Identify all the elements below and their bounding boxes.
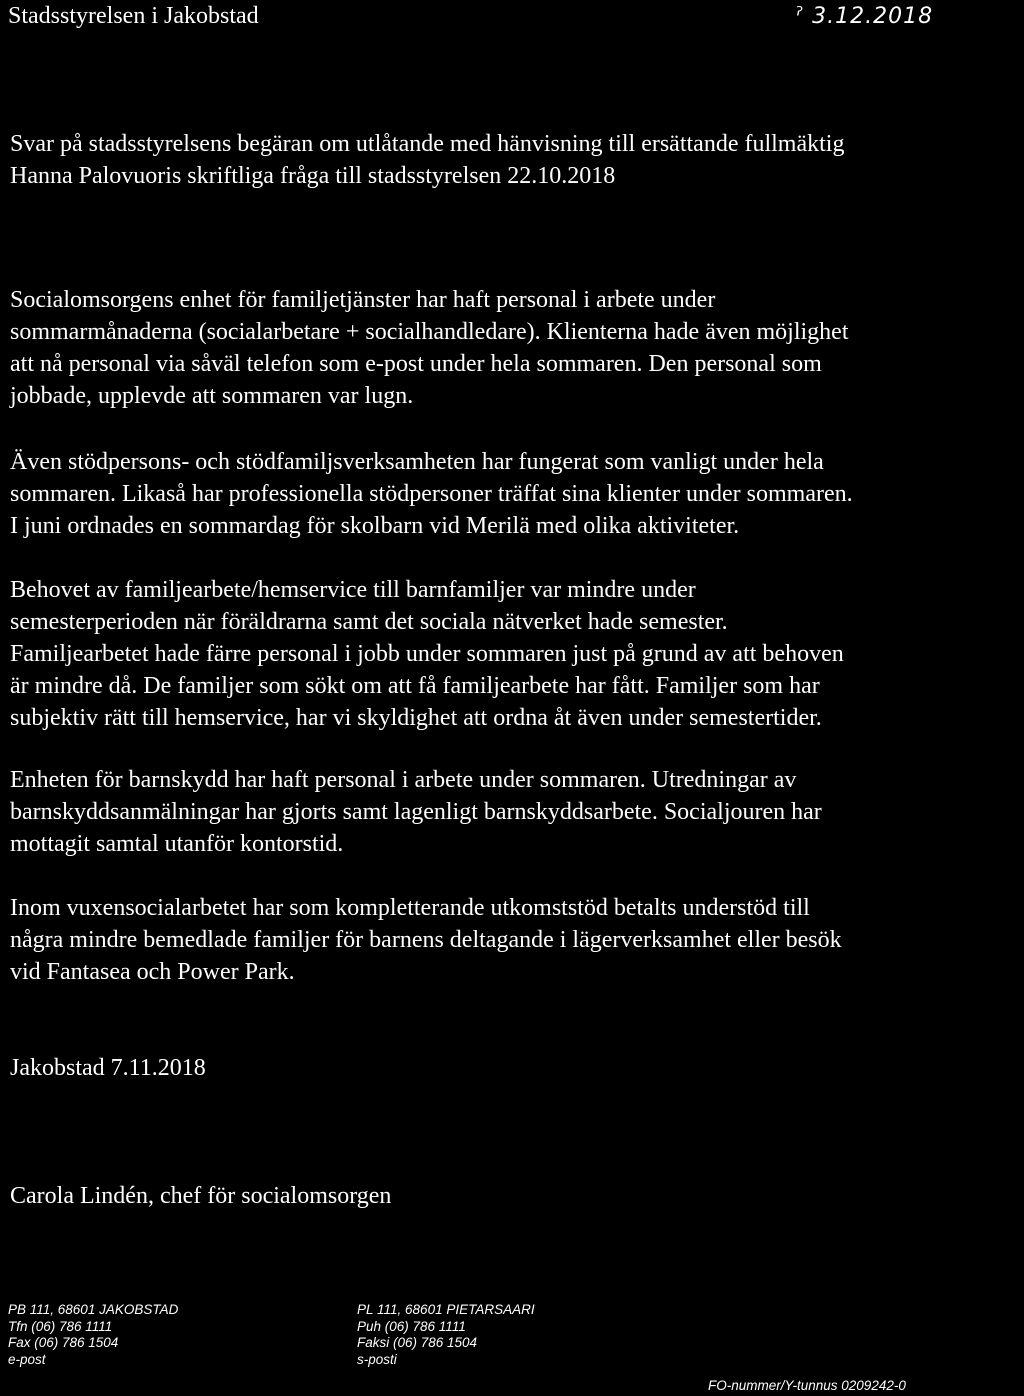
paragraph-line: några mindre bemedlade familjer för barnens deltagande i lägerverksamhet eller besök xyxy=(10,927,842,953)
paragraph-line: subjektiv rätt till hemservice, har vi skyldighet att ordna åt även under semestertider. xyxy=(10,705,822,731)
signature-line: Carola Lindén, chef för socialomsorgen xyxy=(10,1183,392,1209)
paragraph-line: Även stödpersons- och stödfamiljsverksamheten har fungerat som vanligt under hela xyxy=(10,449,824,475)
paragraph-line: Familjearbetet hade färre personal i jobb under sommaren just på grund av att behoven xyxy=(10,641,844,667)
footer-finnish-contact xyxy=(357,1302,535,1368)
paragraph-line: Socialomsorgens enhet för familjetjänster har haft personal i arbete under xyxy=(10,287,716,313)
received-date-stamp: ˀ 3.12.2018 xyxy=(795,4,934,29)
paragraph-line: vid Fantasea och Power Park. xyxy=(10,959,295,985)
footer-phone: Tfn (06) 786 1111 xyxy=(8,1318,113,1334)
paragraph-line: sommarmånaderna (socialarbetare + socialhandledare). Klienterna hade även möjlighet xyxy=(10,319,849,345)
body-paragraph-child-protection xyxy=(10,764,1022,860)
paragraph-line: är mindre då. De familjer som sökt om att få familjearbete har fått. Familjer som har xyxy=(10,673,820,699)
paragraph-line: Enheten för barnskydd har haft personal i arbete under sommaren. Utredningar av xyxy=(10,767,797,793)
footer-swedish-contact xyxy=(8,1302,178,1368)
paragraph-line: mottagit samtal utanför kontorstid. xyxy=(10,831,344,857)
paragraph-line: Inom vuxensocialarbetet har som kompletterande utkomststöd betalts understöd till xyxy=(10,895,810,921)
document-header-organization: Stadsstyrelsen i Jakobstad xyxy=(8,3,259,29)
footer-email-label: s-posti xyxy=(357,1351,397,1367)
subject-line: Hanna Palovuoris skriftliga fråga till stadsstyrelsen 22.10.2018 xyxy=(10,163,616,189)
footer-email-label: e-post xyxy=(8,1351,46,1367)
paragraph-line: I juni ordnades en sommardag för skolbarn vid Merilä med olika aktiviteter. xyxy=(10,513,740,539)
paragraph-line: semesterperioden när föräldrarna samt det sociala nätverket hade semester. xyxy=(10,609,728,635)
footer-fax: Faksi (06) 786 1504 xyxy=(357,1335,478,1350)
footer-phone: Puh (06) 786 1111 xyxy=(357,1318,466,1334)
body-paragraph-adult-social-work xyxy=(10,892,1022,988)
footer-fax: Fax (06) 786 1504 xyxy=(8,1335,119,1350)
paragraph-line: jobbade, upplevde att sommaren var lugn. xyxy=(10,383,414,409)
footer-address: PB 111, 68601 JAKOBSTAD xyxy=(8,1302,179,1317)
body-paragraph-family-work xyxy=(10,574,1022,734)
document-subject xyxy=(10,128,1020,192)
place-and-date: Jakobstad 7.11.2018 xyxy=(10,1055,206,1081)
subject-line: Svar på stadsstyrelsens begäran om utlåtande med hänvisning till ersättande fullmäktig xyxy=(10,131,845,157)
body-paragraph-family-services xyxy=(10,284,1022,412)
footer-address: PL 111, 68601 PIETARSAARI xyxy=(357,1302,535,1317)
paragraph-line: sommaren. Likaså har professionella stödpersoner träffat sina klienter under sommaren. xyxy=(10,481,853,507)
paragraph-line: att nå personal via såväl telefon som e-post under hela sommaren. Den personal som xyxy=(10,351,822,377)
footer-business-id: FO-nummer/Y-tunnus 0209242-0 xyxy=(708,1378,906,1393)
paragraph-line: barnskyddsanmälningar har gjorts samt lagenligt barnskyddsarbete. Socialjouren har xyxy=(10,799,822,825)
paragraph-line: Behovet av familjearbete/hemservice till barnfamiljer var mindre under xyxy=(10,577,696,603)
body-paragraph-support-persons xyxy=(10,446,1022,542)
